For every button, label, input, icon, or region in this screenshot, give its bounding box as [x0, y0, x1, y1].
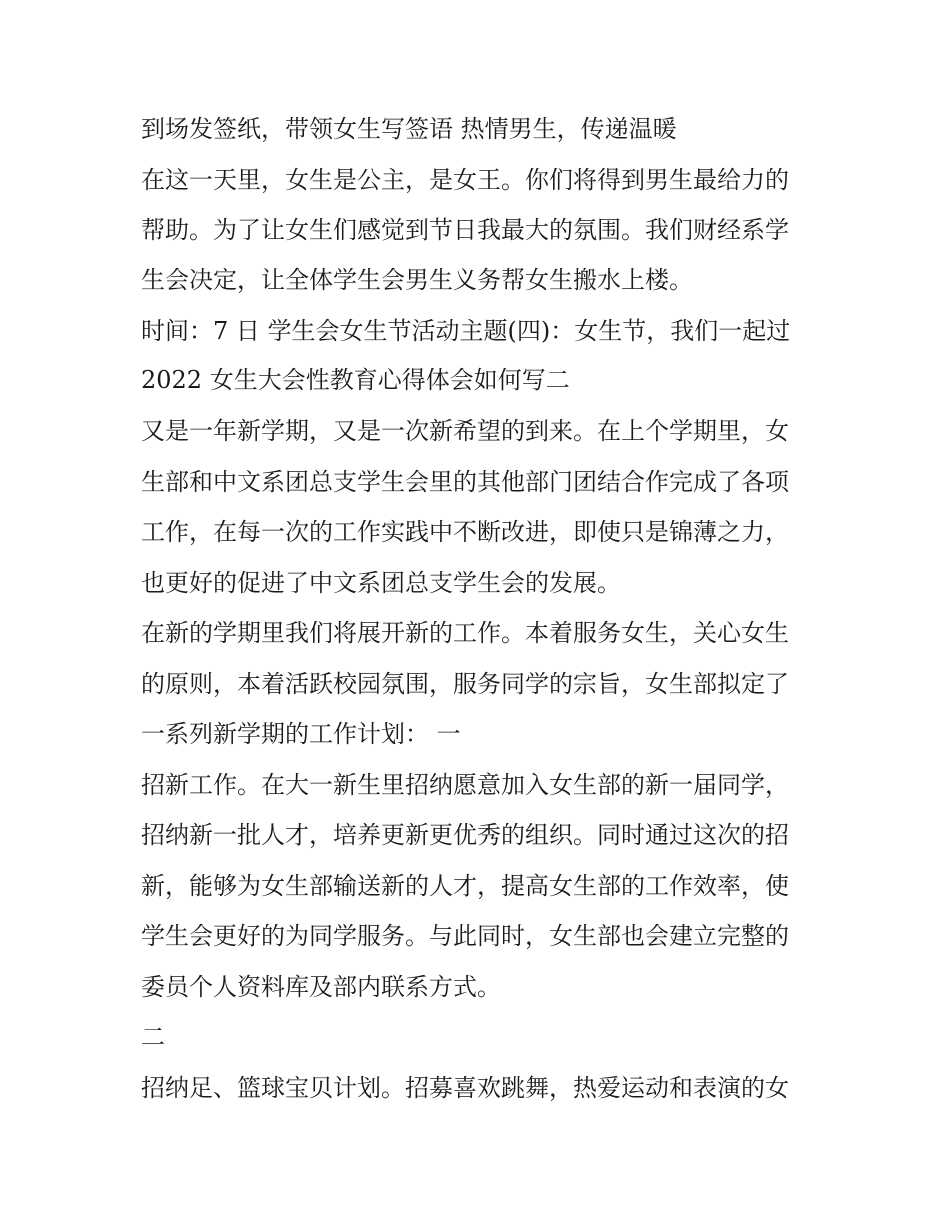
text-line: 在新的学期里我们将展开新的工作。本着服务女生，关心女生	[141, 619, 789, 647]
text-line: 招新工作。在大一新生里招纳愿意加入女生部的新一届同学，	[141, 771, 789, 799]
text-line: 二	[141, 1023, 165, 1051]
text-line: 时间：7 日 学生会女生节活动主题(四)：女生节，我们一起过	[141, 317, 791, 345]
text-line: 新，能够为女生部输送新的人才，提高女生部的工作效率，使	[141, 872, 789, 900]
text-line: 生会决定，让全体学生会男生义务帮女生搬水上楼。	[141, 266, 693, 294]
text-line: 生部和中文系团总支学生会里的其他部门团结合作完成了各项	[141, 468, 789, 496]
text-line: 也更好的促进了中文系团总支学生会的发展。	[141, 569, 621, 597]
text-line: 工作，在每一次的工作实践中不断改进，即使只是锦薄之力，	[141, 518, 789, 546]
text-line: 学生会更好的为同学服务。与此同时，女生部也会建立完整的	[141, 922, 789, 950]
text-line: 招纳足、篮球宝贝计划。招募喜欢跳舞，热爱运动和表演的女	[141, 1074, 789, 1102]
text-line: 在这一天里，女生是公主，是女王。你们将得到男生最给力的	[141, 166, 789, 194]
text-line: 委员个人资料库及部内联系方式。	[141, 973, 501, 1001]
text-line: 到场发签纸，带领女生写签语 热情男生，传递温暖	[141, 115, 677, 143]
text-line: 一系列新学期的工作计划： 一	[141, 720, 461, 748]
text-line: 招纳新一批人才，培养更新更优秀的组织。同时通过这次的招	[141, 821, 789, 849]
text-line: 又是一年新学期，又是一次新希望的到来。在上个学期里，女	[141, 417, 789, 445]
section-heading: 2022 女生大会性教育心得体会如何写二	[141, 366, 570, 394]
text-line: 帮助。为了让女生们感觉到节日我最大的氛围。我们财经系学	[141, 216, 789, 244]
text-line: 的原则，本着活跃校园氛围，服务同学的宗旨，女生部拟定了	[141, 670, 789, 698]
